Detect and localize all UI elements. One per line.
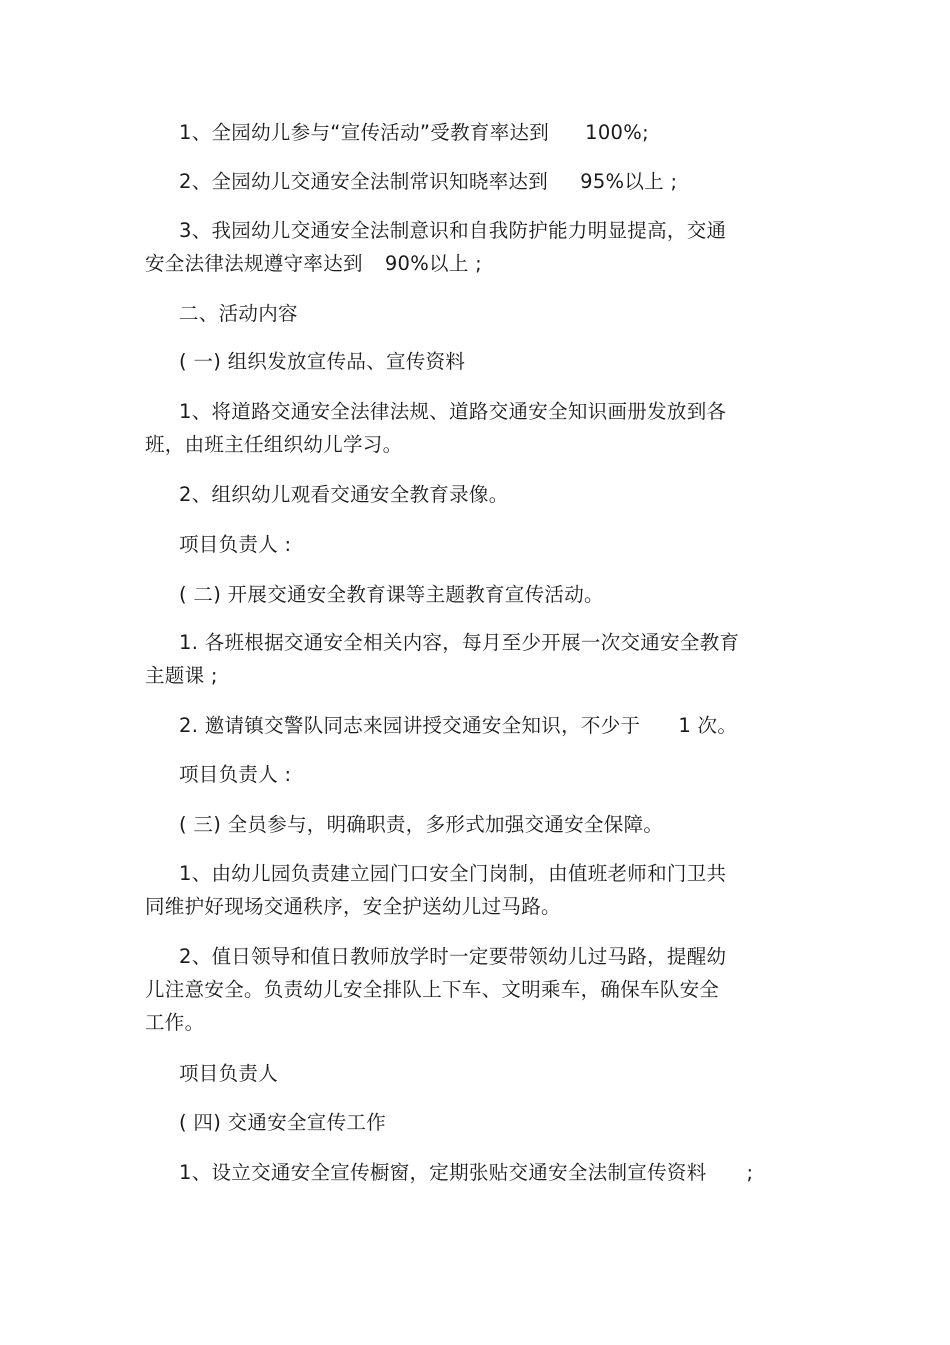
subheading-4: [145, 1106, 785, 1139]
project-lead-3: [145, 1057, 785, 1090]
paragraph-goal-3: [145, 214, 785, 280]
subheading-2: [145, 578, 785, 611]
text-run: 2. 邀请镇交警队同志来园讲授交通安全知识，不少于: [179, 714, 641, 737]
text-run: 主题课 ;: [145, 664, 218, 687]
text-run: ( 一) 组织发放宣传品、宣传资料: [179, 350, 466, 373]
text-run: 1、设立交通安全宣传橱窗，定期张贴交通安全法制宣传资料: [179, 1161, 707, 1184]
text-run: 1、将道路交通安全法律法规、道路交通安全知识画册发放到各: [179, 400, 727, 423]
paragraph-item-4-1: [145, 1156, 785, 1189]
paragraph-item-1-2: [145, 478, 785, 511]
paragraph-item-2-2: [145, 709, 785, 742]
text-run: ( 四) 交通安全宣传工作: [179, 1111, 387, 1134]
text-run: 儿注意安全。负责幼儿安全排队上下车、文明乘车，确保车队安全: [145, 978, 720, 1001]
text-run: 2、组织幼儿观看交通安全教育录像。: [179, 483, 509, 506]
text-run: 2、值日领导和值日教师放学时一定要带领幼儿过马路，提醒幼: [179, 945, 727, 968]
paragraph-item-3-1: [145, 857, 785, 923]
subheading-3: [145, 808, 785, 841]
text-run: 项目负责人: [179, 1062, 279, 1085]
text-run: 100%;: [585, 121, 649, 144]
paragraph-item-2-1: [145, 626, 785, 692]
paragraph-item-3-2: [145, 940, 785, 1039]
text-run: 同维护好现场交通秩序，安全护送幼儿过马路。: [145, 895, 561, 918]
text-run: 项目负责人 :: [179, 533, 292, 556]
text-run: ( 二) 开展交通安全教育课等主题教育宣传活动。: [179, 583, 604, 606]
subheading-1: [145, 345, 785, 378]
text-run: 2、全园幼儿交通安全法制常识知晓率达到: [179, 170, 549, 193]
text-run: 3、我园幼儿交通安全法制意识和自我防护能力明显提高，交通: [179, 219, 727, 242]
text-run: 1. 各班根据交通安全相关内容，每月至少开展一次交通安全教育: [179, 631, 740, 654]
project-lead-1: [145, 528, 785, 561]
paragraph-item-1-1: [145, 395, 785, 461]
text-run: 安全法律法规遵守率达到: [145, 252, 363, 275]
text-run: ;: [746, 1161, 754, 1184]
paragraph-goal-1: [145, 116, 785, 149]
text-run: 1、全园幼儿参与“宣传活动”受教育率达到: [179, 121, 550, 144]
text-run: 1、由幼儿园负责建立园门口安全门岗制，由值班老师和门卫共: [179, 862, 727, 885]
text-run: 1 次。: [678, 714, 738, 737]
text-run: ( 三) 全员参与，明确职责，多形式加强交通安全保障。: [179, 813, 664, 836]
text-run: 工作。: [145, 1011, 205, 1034]
project-lead-2: [145, 758, 785, 791]
text-run: 90%以上 ;: [384, 252, 483, 275]
text-run: 项目负责人 :: [179, 763, 292, 786]
paragraph-goal-2: [145, 165, 785, 198]
section-heading-activities: [145, 297, 785, 330]
text-run: 二、活动内容: [179, 302, 298, 325]
text-run: 班，由班主任组织幼儿学习。: [145, 433, 403, 456]
text-run: 95%以上 ;: [580, 170, 678, 193]
